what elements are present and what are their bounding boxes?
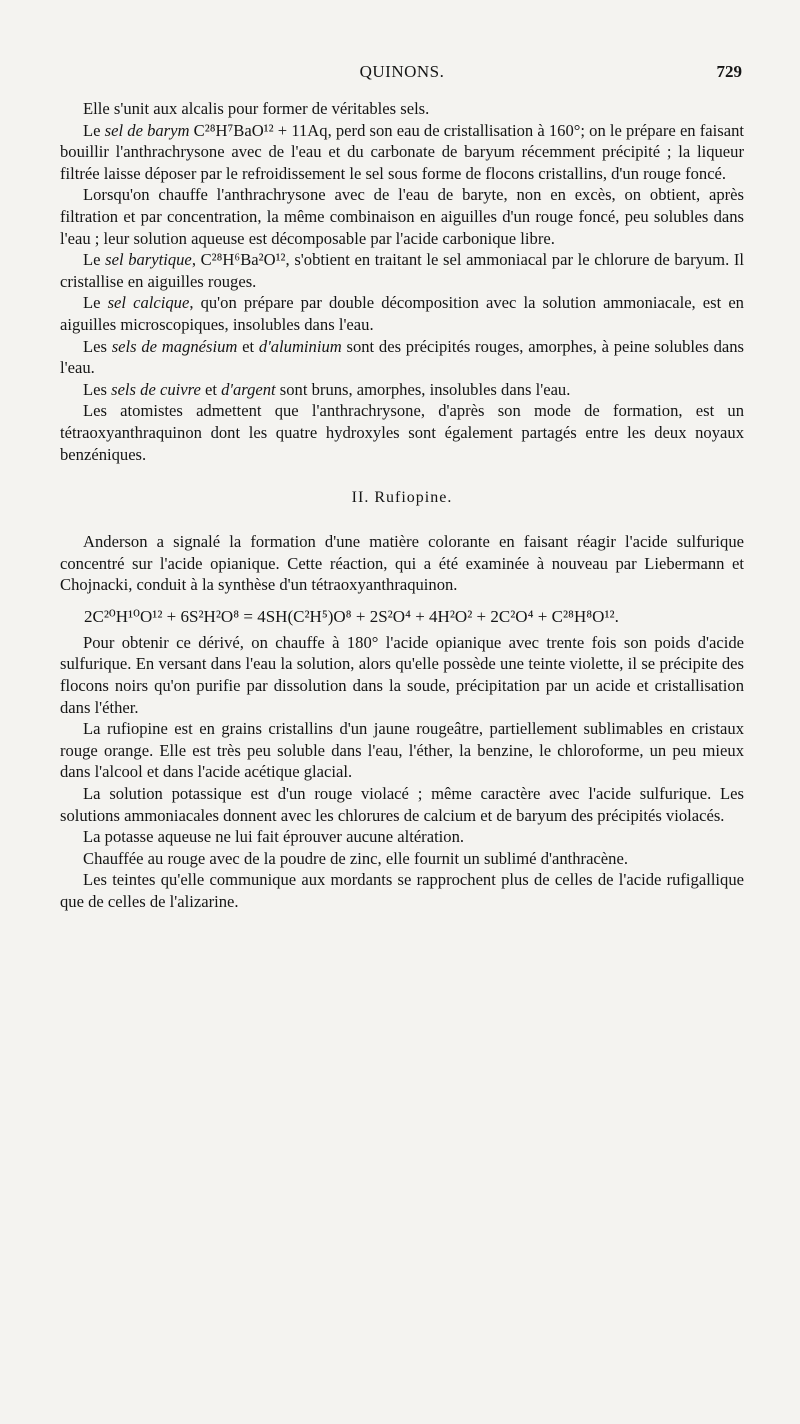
term-silver: d'argent xyxy=(221,379,276,399)
paragraph-alkali-salts: Elle s'unit aux alcalis pour former de véritables sels. xyxy=(83,99,430,118)
paragraph-baryta-water: Lorsqu'on chauffe l'anthrachrysone avec de l'eau de baryte, non en excès, on obtient, après filtration et par concentration, la même combinaison en aiguilles d'un rouge foncé, peu solubles dans l'eau ; leur solution aqueuse est décomposable par l'acide carbonique libre. xyxy=(60,185,744,248)
paragraph-barytic-salt: Le sel barytique, C²⁸H⁶Ba²O¹², s'obtient en traitant le sel ammoniacal par le chlorure de baryum. Il cristallise en aiguilles rouges. xyxy=(60,250,745,291)
term-barytic-salt: sel barytique xyxy=(105,250,192,270)
section-heading-rufiopine: II. Rufiopine. xyxy=(351,489,453,507)
paragraph-magnesium-aluminium-salts: Les sels de magnésium et d'aluminium sont des précipités rouges, amorphes, à peine solubles dans l'eau. xyxy=(60,336,745,378)
formula-barytic-salt: C²⁸H⁶Ba²O¹² xyxy=(200,250,286,270)
page-number: 729 xyxy=(716,62,742,81)
page-header xyxy=(60,62,744,92)
paragraph-zinc-dust: Chauffée au rouge avec de la poudre de zinc, elle fournit un sublimé d'anthracène. xyxy=(83,848,628,868)
paragraph-potash: La potasse aqueuse ne lui fait éprouver aucune altération. xyxy=(83,827,465,847)
formula-barium-salt: C²⁸H⁷BaO¹² + 11Aq xyxy=(193,120,328,140)
paragraph-properties: La rufiopine est en grains cristallins d'un jaune rougeâtre, partiellement sublimables en cristaux rouge orange. Elle est très peu soluble dans l'eau, l'éther, la benzine, le chloroforme, un peu mieux dans l'alcool et dans l'acide acétique glacial. xyxy=(60,719,744,782)
paragraph-atomists: Les atomistes admettent que l'anthrachrysone, d'après son mode de formation, est un tétraoxyanthraquinon dont les quatre hydroxyles sont également partagés entre les deux noyaux benzéniques. xyxy=(60,401,744,464)
paragraph-mordants: Les teintes qu'elle communique aux mordants se rapprochent plus de celles de l'acide rufigallique que de celles de l'alizarine. xyxy=(60,870,744,911)
paragraph-anderson: Anderson a signalé la formation d'une matière colorante en faisant réagir l'acide sulfurique concentré sur l'acide opianique. Cette réaction, qui a été examinée à nouveau par Liebermann et Chojnacki, conduit à la synthèse d'un tétraoxyanthraquinon. xyxy=(60,532,744,595)
term-calcic-salt: sel calcique xyxy=(107,293,190,313)
running-title: QUINONS. xyxy=(359,62,445,81)
paragraph-copper-silver-salts: Les sels de cuivre et d'argent sont bruns, amorphes, insolubles dans l'eau. xyxy=(83,379,571,399)
chemical-equation: 2C²⁰H¹⁰O¹² + 6S²H²O⁸ = 4SH(C²H⁵)O⁸ + 2S²O⁴ + 4H²O² + 2C²O⁴ + C²⁸H⁸O¹². xyxy=(84,606,619,626)
paragraph-calcic-salt: Le sel calcique, qu'on prépare par double décomposition avec la solution ammoniacale, est en aiguilles microscopiques, insolubles dans l'eau. xyxy=(60,293,744,334)
book-page xyxy=(0,62,800,1424)
paragraph-preparation: Pour obtenir ce dérivé, on chauffe à 180° l'acide opianique avec trente fois son poids d'acide sulfurique. En versant dans l'eau la solution, alors qu'elle possède une teinte violette, il se précipite des flocons noirs qu'on purifie par dissolution dans la soude, précipitation par un acide et cristallisation dans l'éther. xyxy=(60,632,744,717)
term-magnesium-salts: sels de magnésium xyxy=(111,336,238,356)
paragraph-potassic-solution: La solution potassique est d'un rouge violacé ; même caractère avec l'acide sulfurique. Les solutions ammoniacales donnent avec les chlorures de calcium et de baryum des précipités violacés. xyxy=(60,784,744,825)
body-text xyxy=(60,98,744,913)
term-aluminium: d'aluminium xyxy=(258,336,342,356)
paragraph-barium-salt: Le sel de barym C²⁸H⁷BaO¹² + 11Aq, perd son eau de cristallisation à 160°; on le prépare en faisant bouillir l'anthrachrysone avec de l'eau et du carbonate de baryum récemment précipité ; la liqueur filtrée laisse déposer par le refroidissement le sel sous forme de flocons cristallins, d'un rouge foncé. xyxy=(60,120,744,183)
term-barium-salt: sel de barym xyxy=(104,120,190,140)
term-copper-salts: sels de cuivre xyxy=(111,379,201,399)
